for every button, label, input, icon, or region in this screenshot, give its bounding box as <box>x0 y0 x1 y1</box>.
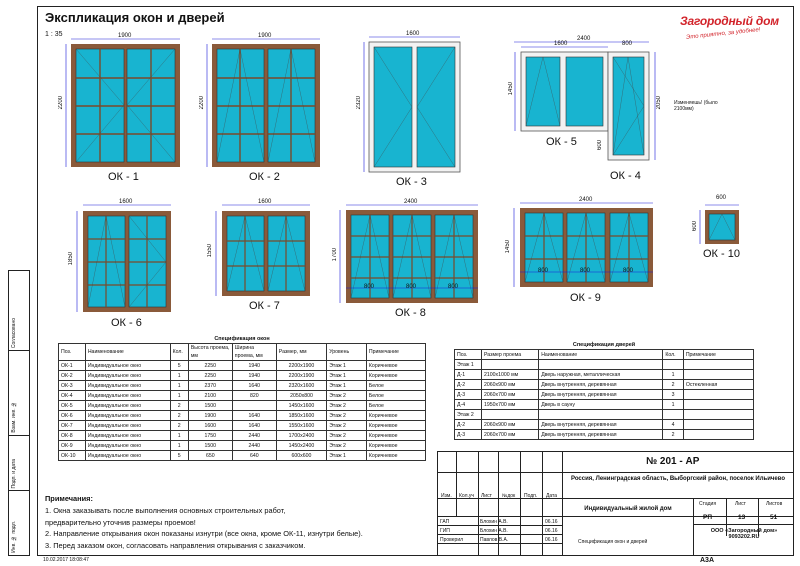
table-cell: Этаж 2 <box>327 441 367 451</box>
table-cell: 2370 <box>188 381 232 391</box>
table-cell: 600х600 <box>276 451 326 461</box>
table-row <box>59 451 426 461</box>
project-object: Индивидуальный жилой дом <box>584 506 672 512</box>
table-cell: Белое <box>366 391 425 401</box>
table-cell: 5 <box>170 451 188 461</box>
ok6-height: 1850 <box>68 252 74 266</box>
table-cell: Коричневое <box>366 441 425 451</box>
stage-label: Листов <box>766 501 783 507</box>
table-row <box>455 420 754 430</box>
table-cell: 1900 <box>188 411 232 421</box>
table-cell: Коричневое <box>366 421 425 431</box>
person-date: 06.16 <box>545 528 558 534</box>
ok5-width-2: 800 <box>622 41 633 47</box>
table-cell: 1450х1600 <box>276 401 326 411</box>
col-header: Ширина проема, мм <box>232 344 276 361</box>
ok10-width: 600 <box>716 195 727 201</box>
table-cell: 2320х1600 <box>276 381 326 391</box>
table-cell: Этаж 2 <box>327 431 367 441</box>
table-cell: ОК-10 <box>59 451 86 461</box>
glass <box>374 47 412 167</box>
table-cell: 2 <box>170 401 188 411</box>
ok8-section-2: 800 <box>406 284 417 290</box>
table-cell: Дверь в сауну <box>539 400 663 410</box>
table-cell: Этаж 2 <box>327 411 367 421</box>
divider <box>438 534 562 535</box>
window-ok7 <box>216 205 310 296</box>
table-cell: Этаж 1 <box>327 381 367 391</box>
table-cell: 2 <box>170 411 188 421</box>
col-label: Подп. <box>524 493 538 499</box>
table-cell: 1500 <box>188 441 232 451</box>
stage-label: Стадия <box>699 501 717 507</box>
col-label: №док <box>502 493 516 499</box>
person-role: ГИП <box>440 528 450 534</box>
ok9-height: 1450 <box>505 240 511 254</box>
table-cell <box>683 360 753 370</box>
ok2-width: 1900 <box>258 33 272 39</box>
ok5-label: ОК - 5 <box>546 136 577 148</box>
table-row <box>59 411 426 421</box>
ok10-height: 600 <box>692 221 698 232</box>
table-cell: ОК-1 <box>59 361 86 371</box>
window-ok3 <box>364 37 460 172</box>
col-header: Примечание <box>683 350 753 360</box>
col-header: Поз. <box>59 344 86 361</box>
table-cell: 2 <box>663 380 684 390</box>
col-label: Кол.уч <box>459 493 474 499</box>
table-cell: 2 <box>663 430 684 440</box>
table-cell: 2060х900 мм <box>481 380 538 390</box>
table-cell: 650 <box>188 451 232 461</box>
table-cell <box>663 360 684 370</box>
table-cell <box>683 420 753 430</box>
table-cell <box>683 410 753 420</box>
col-header: Уровень <box>327 344 367 361</box>
project-address: Россия, Ленинградская область, Выборгский район, поселок Ильичево <box>570 476 786 482</box>
person-name: Блохин А.В. <box>480 528 508 534</box>
doors-spec-table <box>454 340 754 440</box>
table-cell: Д-2 <box>455 420 482 430</box>
ok8-height: 1700 <box>332 248 338 262</box>
divider <box>562 452 563 555</box>
table-cell: 820 <box>232 391 276 401</box>
window-ok1 <box>66 39 180 167</box>
window-ok6 <box>77 205 171 312</box>
col-header: Наименование <box>539 350 663 360</box>
window-ok9 <box>514 203 653 287</box>
table-cell: Дверь внутренняя, деревянная <box>539 430 663 440</box>
table-row <box>59 401 426 411</box>
ok10-label: ОК - 10 <box>703 248 740 260</box>
table-cell: 640 <box>232 451 276 461</box>
table-cell: Дверь внутренняя, деревянная <box>539 380 663 390</box>
table-row <box>59 391 426 401</box>
divider <box>693 498 694 555</box>
table-cell: Этаж 1 <box>327 361 367 371</box>
table-cell: 1640 <box>232 411 276 421</box>
table-row <box>59 381 426 391</box>
table-cell: 1640 <box>232 421 276 431</box>
sheet-format: А3А <box>700 557 715 564</box>
table-cell: 2100 <box>188 391 232 401</box>
table-cell: 1 <box>663 400 684 410</box>
table-cell: Белое <box>366 381 425 391</box>
ok5-total-width: 2400 <box>577 36 591 42</box>
ok5-height: 1450 <box>508 82 514 96</box>
table-cell <box>683 430 753 440</box>
ok2-height: 2200 <box>199 96 205 110</box>
table-cell: Этаж 1 <box>327 371 367 381</box>
table-cell: ОК-4 <box>59 391 86 401</box>
project-number: № 201 - АР <box>646 456 700 467</box>
table-cell: ОК-3 <box>59 381 86 391</box>
glass <box>526 57 560 126</box>
table-cell: 1950х700 мм <box>481 400 538 410</box>
table-cell: ОК-7 <box>59 421 86 431</box>
table-cell: Белое <box>366 401 425 411</box>
table-cell: 2050х800 <box>276 391 326 401</box>
table-row <box>455 370 754 380</box>
col-header: Наименование <box>85 344 170 361</box>
ok7-label: ОК - 7 <box>249 300 280 312</box>
ok3-height: 2320 <box>356 96 362 110</box>
table-cell: Дверь внутренняя, деревянная <box>539 390 663 400</box>
ok1-label: ОК - 1 <box>108 171 139 183</box>
table-cell: Коричневое <box>366 361 425 371</box>
ok5-width: 1600 <box>554 41 568 47</box>
table-cell: 2060х700 мм <box>481 390 538 400</box>
table-cell <box>683 400 753 410</box>
ok9-label: ОК - 9 <box>570 292 601 304</box>
table-cell: 2440 <box>232 441 276 451</box>
ok6-label: ОК - 6 <box>111 317 142 329</box>
table-row <box>59 441 426 451</box>
table-cell: 1750 <box>188 431 232 441</box>
sheet-value: 13 <box>738 514 746 521</box>
col-header: Высота проема, мм <box>188 344 232 361</box>
table-cell: Коричневое <box>366 431 425 441</box>
table-row <box>59 371 426 381</box>
table-row <box>455 360 754 370</box>
table-cell: Индивидуальное окно <box>85 391 170 401</box>
divider <box>438 472 793 473</box>
table-cell: ОК-5 <box>59 401 86 411</box>
table-cell <box>481 410 538 420</box>
table-cell <box>481 360 538 370</box>
table-cell: Коричневое <box>366 371 425 381</box>
ok9-section-3: 800 <box>623 268 634 274</box>
table-header-row <box>455 350 754 360</box>
window-ok5-ok4 <box>514 42 655 160</box>
table-cell: Индивидуальное окно <box>85 421 170 431</box>
table-cell: Остекленная <box>683 380 753 390</box>
table-cell: Индивидуальное окно <box>85 431 170 441</box>
divider <box>520 452 521 555</box>
notes-block <box>45 493 435 552</box>
table-cell: Индивидуальное окно <box>85 401 170 411</box>
table-cell: ОК-9 <box>59 441 86 451</box>
table-cell <box>683 370 753 380</box>
table-cell: 1940 <box>232 361 276 371</box>
ok7-height: 1550 <box>207 244 213 258</box>
table-header-row <box>59 344 426 361</box>
table-cell: Д-3 <box>455 430 482 440</box>
person-date: 06.16 <box>545 519 558 525</box>
table-cell: Коричневое <box>366 411 425 421</box>
person-name: Павлов В.А. <box>480 537 509 543</box>
person-role: Проверил <box>440 537 464 543</box>
table-cell: 1500 <box>188 401 232 411</box>
table-caption: Спецификация окон <box>214 335 270 342</box>
table-cell: 1850х1600 <box>276 411 326 421</box>
ok4-low-height: 600 <box>597 140 603 151</box>
table-cell: Индивидуальное окно <box>85 451 170 461</box>
page-title: Экспликация окон и дверей <box>45 10 225 25</box>
table-cell: 2440 <box>232 431 276 441</box>
col-header: Примечание <box>366 344 425 361</box>
person-name: Блохин А.В. <box>480 519 508 525</box>
divider <box>542 452 543 555</box>
table-cell: Индивидуальное окно <box>85 361 170 371</box>
table-row <box>455 430 754 440</box>
table-cell: 1 <box>170 371 188 381</box>
table-cell <box>232 401 276 411</box>
table-cell: Этаж 1 <box>455 360 482 370</box>
table-cell: Дверь наружная, металлическая <box>539 370 663 380</box>
ok9-width: 2400 <box>579 197 593 203</box>
table-row <box>59 431 426 441</box>
ok3-width: 1600 <box>406 31 420 37</box>
sheets-value: 51 <box>770 514 778 521</box>
ok3-label: ОК - 3 <box>396 176 427 188</box>
table-cell: 2 <box>170 421 188 431</box>
table-cell: 1700х2400 <box>276 431 326 441</box>
table-row <box>455 400 754 410</box>
table-cell: Этаж 2 <box>327 421 367 431</box>
table-row <box>455 380 754 390</box>
ok1-height: 2200 <box>58 96 64 110</box>
table-cell: 2060х700 мм <box>481 430 538 440</box>
table-cell <box>539 410 663 420</box>
col-header: Поз. <box>455 350 482 360</box>
table-cell: 2250 <box>188 371 232 381</box>
table-cell: 3 <box>663 390 684 400</box>
table-cell: 5 <box>170 361 188 371</box>
table-cell: Индивидуальное окно <box>85 441 170 451</box>
ok9-section-2: 800 <box>580 268 591 274</box>
table-cell: Этаж 2 <box>455 410 482 420</box>
table-cell: Индивидуальное окно <box>85 411 170 421</box>
table-row <box>455 410 754 420</box>
table-cell: 1 <box>170 441 188 451</box>
windows-spec-table <box>58 334 426 461</box>
side-label: Подп. и дата <box>11 458 17 488</box>
col-header: Кол. <box>663 350 684 360</box>
table-cell: 2200х1900 <box>276 361 326 371</box>
ok2-label: ОК - 2 <box>249 171 280 183</box>
table-cell <box>683 390 753 400</box>
table-cell: 1 <box>170 391 188 401</box>
col-label: Дата <box>546 493 558 499</box>
person-date: 06.16 <box>545 537 558 543</box>
ok8-section-1: 800 <box>364 284 375 290</box>
logo-sub-text: Это приятно, за удобнее! <box>685 27 761 41</box>
table-cell: 1940 <box>232 371 276 381</box>
table-cell: Д-4 <box>455 400 482 410</box>
table-row <box>59 421 426 431</box>
table-cell: 1640 <box>232 381 276 391</box>
table-cell: 1550х1600 <box>276 421 326 431</box>
ok8-width: 2400 <box>404 199 418 205</box>
table-cell: Этаж 1 <box>327 451 367 461</box>
table-cell: 4 <box>663 420 684 430</box>
glass <box>613 57 644 155</box>
table-row <box>455 390 754 400</box>
person-role: ГАП <box>440 519 450 525</box>
ok6-width: 1600 <box>119 199 133 205</box>
table-cell: Дверь внутренняя, деревянная <box>539 420 663 430</box>
divider <box>456 452 457 516</box>
col-header: Размер, мм <box>276 344 326 361</box>
col-label: Лист <box>481 493 492 499</box>
table-cell: Д-1 <box>455 370 482 380</box>
ok7-width: 1600 <box>258 199 272 205</box>
window-ok10 <box>700 205 739 244</box>
side-label: Взам. инв. № <box>11 401 17 433</box>
table-caption: Спецификация дверей <box>572 341 636 348</box>
ok4-height: 2050 <box>656 96 662 110</box>
print-timestamp: 10.02.2017 18:08:47 <box>43 557 89 563</box>
table-cell: Этаж 2 <box>327 391 367 401</box>
title-block <box>437 451 794 556</box>
note-line: предварительно уточнив размеры проемов! <box>45 517 196 527</box>
table-cell: 2200х1900 <box>276 371 326 381</box>
table-cell: ОК-6 <box>59 411 86 421</box>
table-cell: 2100х1000 мм <box>481 370 538 380</box>
table-cell: Коричневое <box>366 451 425 461</box>
table-cell: 2250 <box>188 361 232 371</box>
table-cell: 1 <box>170 431 188 441</box>
logo-main-text: Загородный дом <box>680 14 779 28</box>
table-cell: Д-3 <box>455 390 482 400</box>
table-cell: Д-2 <box>455 380 482 390</box>
side-label: Инв. № подл. <box>11 521 17 553</box>
window-ok2 <box>207 39 320 167</box>
table-cell: 1 <box>663 370 684 380</box>
ok9-section-1: 800 <box>538 268 549 274</box>
table-cell: Индивидуальное окно <box>85 381 170 391</box>
note-line: 2. Направление открывания окон показаны изнутри (все окна, кроме ОК-11, изнутри белые). <box>45 529 363 539</box>
table-cell: 2060х900 мм <box>481 420 538 430</box>
ok1-width: 1900 <box>118 33 132 39</box>
notes-title: Примечания: <box>45 494 93 503</box>
table-row <box>59 361 426 371</box>
sheet-name: Спецификация окон и дверей <box>578 539 648 545</box>
ok4-note: Изменяешь! (было 2100мм) <box>674 100 718 112</box>
side-label: Согласовано <box>11 317 17 348</box>
divider <box>693 524 793 525</box>
table-cell <box>663 410 684 420</box>
table-cell: ОК-8 <box>59 431 86 441</box>
table-cell <box>539 360 663 370</box>
note-line: 3. Перед заказом окон, согласовать направления открывания с заказчиком. <box>45 541 306 551</box>
ok8-section-3: 800 <box>448 284 459 290</box>
stage-label: Лист <box>735 501 746 507</box>
note-line: 1. Окна заказывать после выполнения основных строительных работ, <box>45 505 286 515</box>
col-header: Кол. <box>170 344 188 361</box>
stage-value: РП <box>703 514 713 521</box>
ok8-label: ОК - 8 <box>395 307 426 319</box>
col-header: Размер проема <box>481 350 538 360</box>
glass <box>709 214 735 240</box>
divider <box>438 525 562 526</box>
table-cell: ОК-2 <box>59 371 86 381</box>
company-name: ООО «Загородный дом» 9093202.RU <box>710 528 778 540</box>
glass <box>417 47 455 167</box>
divider <box>438 543 562 544</box>
table-cell: 1600 <box>188 421 232 431</box>
table-cell: 1450х2400 <box>276 441 326 451</box>
glass <box>566 57 603 126</box>
divider <box>478 452 479 555</box>
table-cell: Этаж 2 <box>327 401 367 411</box>
col-label: Изм. <box>441 493 452 499</box>
ok4-label: ОК - 4 <box>610 170 641 182</box>
table-cell: Индивидуальное окно <box>85 371 170 381</box>
scale-label: 1 : 35 <box>45 31 63 38</box>
table-cell: 1 <box>170 381 188 391</box>
